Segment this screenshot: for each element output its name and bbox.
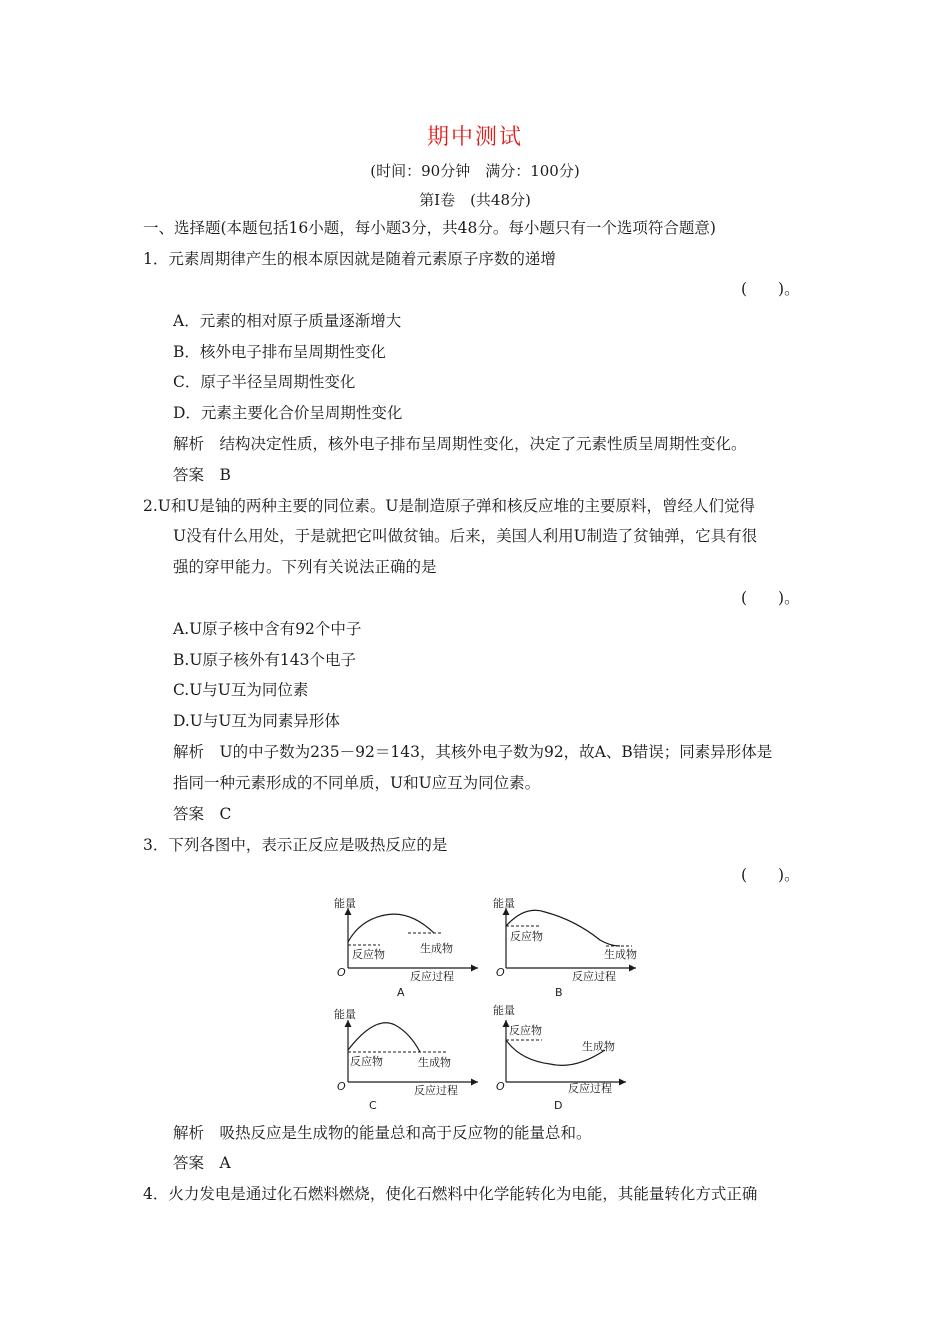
panel-d-letter: D (554, 1099, 563, 1112)
panel-b-reactant-label: 反应物 (510, 930, 543, 943)
q3-stem: 3．下列各图中，表示正反应是吸热反应的是 (143, 836, 448, 854)
q1-stem: 1．元素周期律产生的根本原因就是随着元素原子序数的递增 (143, 250, 556, 268)
panel-b-letter: B (555, 986, 563, 999)
panel-c-origin: O (337, 1080, 346, 1093)
panel-a-reactant-label: 反应物 (352, 948, 385, 961)
q2-stem-line1: 2.U和U是铀的两种主要的同位素。U是制造原子弹和核反应堆的主要原料，曾经人们觉得 (143, 497, 755, 515)
panel-a-origin: O (337, 966, 346, 979)
q1-answer-blank: ( )。 (741, 280, 800, 298)
q2-option-a: A.U原子核中含有92个中子 (173, 620, 362, 638)
q4-stem: 4．火力发电是通过化石燃料燃烧，使化石燃料中化学能转化为电能，其能量转化方式正确 (143, 1185, 758, 1203)
panel-a-y-label: 能量 (334, 897, 356, 910)
q1-option-c: C．原子半径呈周期性变化 (173, 373, 356, 391)
q2-stem-line2: U没有什么用处，于是就把它叫做贫铀。后来，美国人利用U制造了贫铀弹，它具有很 (173, 527, 758, 545)
q2-option-d: D.U与U互为同素异形体 (173, 712, 340, 730)
q3-answer-blank: ( )。 (741, 866, 800, 884)
panel-d-origin: O (496, 1080, 505, 1093)
panel-b-y-label: 能量 (493, 897, 515, 910)
q2-analysis-line2: 指同一种元素形成的不同单质，U和U应互为同位素。 (173, 774, 541, 792)
energy-diagram-figure (330, 890, 640, 1115)
panel-b-product-label: 生成物 (604, 948, 637, 961)
panel-a (334, 896, 478, 999)
panel-b (493, 896, 637, 999)
panel-a-x-label: 反应过程 (410, 970, 454, 983)
q1-analysis: 解析 结构决定性质，核外电子排布呈周期性变化，决定了元素性质呈周期性变化。 (173, 435, 747, 453)
panel-c-y-label: 能量 (334, 1008, 356, 1021)
page-title: 期中测试 (426, 125, 523, 150)
panel-d-y-label: 能量 (493, 1004, 515, 1017)
panel-a-product-label: 生成物 (420, 942, 453, 955)
q2-answer: 答案 C (173, 805, 232, 823)
section-heading: 一、选择题(本题包括16小题，每小题3分，共48分。每小题只有一个选项符合题意) (143, 219, 716, 237)
q2-analysis-line1: 解析 U的中子数为235－92＝143，其核外电子数为92，故A、B错误；同素异形体是 (173, 743, 773, 761)
q1-option-a: A．元素的相对原子质量逐渐增大 (173, 312, 402, 330)
panel-a-letter: A (397, 986, 405, 999)
q2-answer-blank: ( )。 (741, 589, 800, 607)
panel-c (334, 1007, 478, 1112)
panel-c-letter: C (369, 1099, 377, 1112)
panel-d-x-label: 反应过程 (568, 1082, 612, 1095)
panel-d (493, 1003, 626, 1112)
panel-c-product-label: 生成物 (418, 1056, 451, 1069)
panel-d-product-label: 生成物 (582, 1040, 615, 1053)
panel-c-reactant-label: 反应物 (350, 1055, 383, 1068)
q2-option-c: C.U与U互为同位素 (173, 681, 309, 699)
q2-option-b: B.U原子核外有143个电子 (173, 651, 356, 669)
exam-meta: (时间：90分钟 满分：100分) (370, 162, 580, 180)
q1-option-d: D．元素主要化合价呈周期性变化 (173, 404, 403, 422)
panel-b-origin: O (496, 966, 505, 979)
q1-option-b: B．核外电子排布呈周期性变化 (173, 343, 386, 361)
panel-c-x-label: 反应过程 (414, 1084, 458, 1097)
q3-analysis: 解析 吸热反应是生成物的能量总和高于反应物的能量总和。 (173, 1124, 592, 1142)
q2-stem-line3: 强的穿甲能力。下列有关说法正确的是 (173, 558, 437, 576)
volume-heading: 第Ⅰ卷 (共48分) (419, 191, 531, 209)
q3-answer: 答案 A (173, 1154, 231, 1172)
panel-d-reactant-label: 反应物 (509, 1024, 542, 1037)
q1-answer: 答案 B (173, 466, 231, 484)
panel-b-x-label: 反应过程 (572, 970, 616, 983)
